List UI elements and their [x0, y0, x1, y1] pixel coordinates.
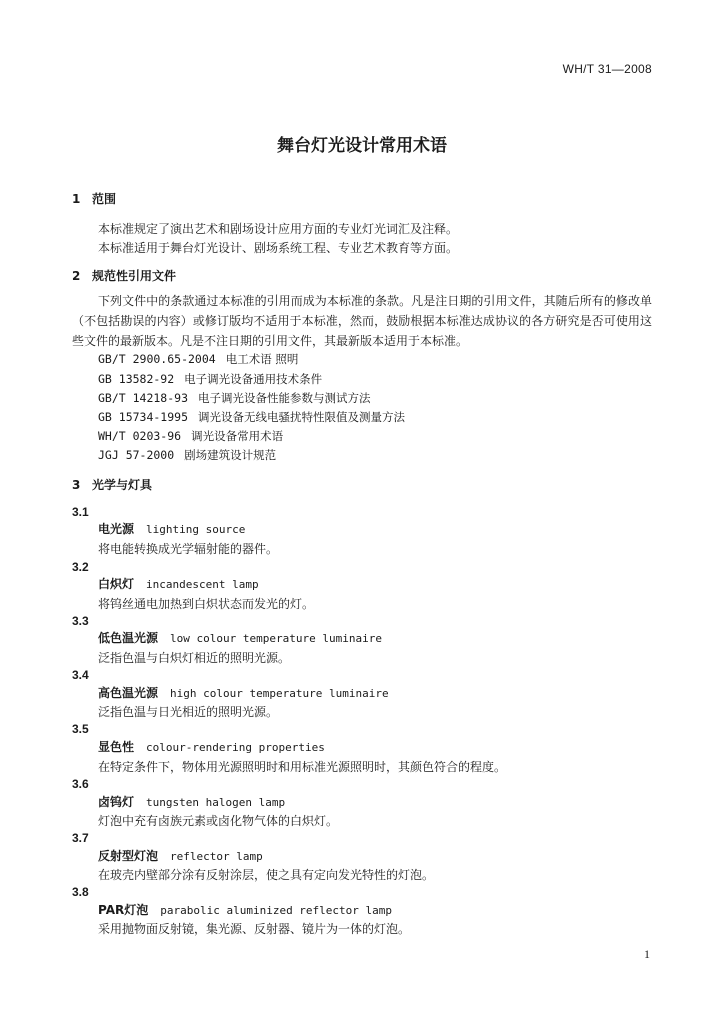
- term-english: incandescent lamp: [146, 578, 259, 591]
- term-english: high colour temperature luminaire: [170, 687, 389, 700]
- term-entry: [98, 629, 382, 646]
- section-number: 3: [72, 478, 81, 492]
- reference-item: [98, 390, 371, 406]
- reference-code: WH/T 0203-96: [98, 429, 182, 443]
- term-entry: [98, 575, 259, 592]
- term-number: 3.8: [72, 885, 89, 899]
- term-chinese: 电光源: [98, 522, 135, 536]
- paragraph: 下列文件中的条款通过本标准的引用而成为本标准的条款。凡是注日期的引用文件，其随后所有的修改单（不包括勘误的内容）或修订版均不适用于本标准，然而，鼓励根据本标准达成协议的各方研究是否可使用这些文件的最新版本。凡是不注日期的引用文件，其最新版本适用于本标准。: [72, 294, 652, 348]
- term-entry: [98, 793, 285, 810]
- term-number: 3.3: [72, 614, 89, 628]
- term-entry: [98, 901, 392, 918]
- term-definition: 泛指色温与日光相近的照明光源。: [98, 705, 279, 719]
- reference-item: [98, 409, 405, 425]
- term-english: tungsten halogen lamp: [146, 796, 286, 809]
- term-chinese: 卤钨灯: [98, 795, 135, 809]
- term-number: 3.7: [72, 831, 89, 845]
- term-english: colour-rendering properties: [146, 741, 325, 754]
- term-definition: 采用抛物面反射镜，集光源、反射器、镜片为一体的灯泡。: [98, 922, 411, 936]
- section-1-heading: [72, 190, 116, 207]
- term-chinese: 白炽灯: [98, 577, 135, 591]
- reference-item: [98, 428, 283, 444]
- reference-item: [98, 371, 322, 387]
- page-number: 1: [644, 947, 650, 961]
- standard-code: WH/T 31—2008: [562, 62, 652, 76]
- term-chinese: 高色温光源: [98, 686, 159, 700]
- term-english: reflector lamp: [170, 850, 263, 863]
- reference-title: 电工术语 照明: [225, 352, 299, 366]
- term-entry: [98, 520, 245, 537]
- section-title: 范围: [92, 192, 117, 206]
- term-english: low colour temperature luminaire: [170, 632, 382, 645]
- term-chinese: 显色性: [98, 740, 135, 754]
- term-chinese: PAR灯泡: [98, 903, 149, 917]
- term-number: 3.2: [72, 560, 89, 574]
- section-number: 1: [72, 192, 81, 206]
- section-2-heading: [72, 267, 176, 284]
- section-title: 光学与灯具: [92, 478, 153, 492]
- reference-code: GB/T 14218-93: [98, 391, 189, 405]
- term-definition: 泛指色温与白炽灯相近的照明光源。: [98, 651, 291, 665]
- reference-code: GB/T 2900.65-2004: [98, 352, 216, 366]
- reference-code: GB 15734-1995: [98, 410, 189, 424]
- term-number: 3.1: [72, 505, 89, 519]
- section-number: 2: [72, 269, 81, 283]
- reference-title: 调光设备常用术语: [191, 429, 284, 443]
- term-number: 3.6: [72, 777, 89, 791]
- term-definition: 将钨丝通电加热到白炽状态而发光的灯。: [98, 597, 315, 611]
- reference-item: [98, 447, 276, 463]
- term-chinese: 低色温光源: [98, 631, 159, 645]
- term-definition: 灯泡中充有卤族元素或卤化物气体的白炽灯。: [98, 814, 339, 828]
- term-number: 3.4: [72, 668, 89, 682]
- term-english: lighting source: [146, 523, 246, 536]
- section-3-heading: [72, 476, 152, 493]
- term-english: parabolic aluminized reflector lamp: [160, 904, 393, 917]
- section-title: 规范性引用文件: [92, 269, 177, 283]
- term-definition: 将电能转换成光学辐射能的器件。: [98, 542, 279, 556]
- term-entry: [98, 847, 263, 864]
- paragraph: 本标准规定了演出艺术和剧场设计应用方面的专业灯光词汇及注释。: [98, 222, 459, 236]
- paragraph: 本标准适用于舞台灯光设计、剧场系统工程、专业艺术教育等方面。: [98, 241, 459, 255]
- document-title: 舞台灯光设计常用术语: [277, 136, 447, 156]
- reference-title: 剧场建筑设计规范: [184, 448, 277, 462]
- term-definition: 在特定条件下，物体用光源照明时和用标准光源照明时，其颜色符合的程度。: [98, 760, 507, 774]
- reference-title: 电子调光设备性能参数与测试方法: [198, 391, 371, 405]
- term-definition: 在玻壳内壁部分涂有反射涂层，使之具有定向发光特性的灯泡。: [98, 868, 435, 882]
- reference-title: 电子调光设备通用技术条件: [184, 372, 323, 386]
- term-chinese: 反射型灯泡: [98, 849, 159, 863]
- term-entry: [98, 684, 389, 701]
- term-number: 3.5: [72, 722, 89, 736]
- reference-title: 调光设备无线电骚扰特性限值及测量方法: [198, 410, 406, 424]
- term-entry: [98, 738, 325, 755]
- reference-code: JGJ 57-2000: [98, 448, 175, 462]
- reference-code: GB 13582-92: [98, 372, 175, 386]
- reference-item: [98, 351, 298, 367]
